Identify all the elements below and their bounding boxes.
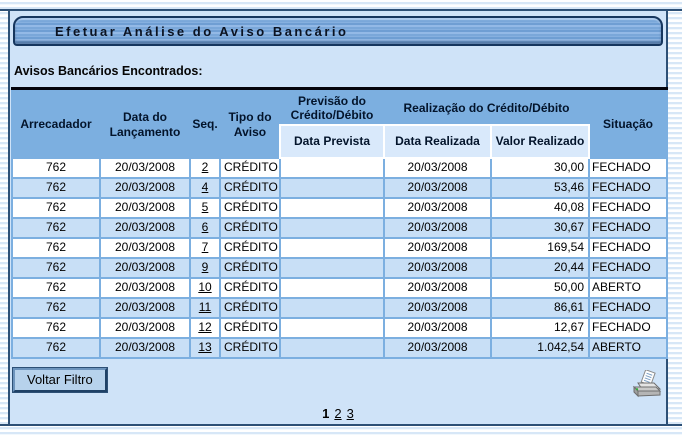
cell-data-lancamento: 20/03/2008 — [101, 299, 189, 317]
cell-seq — [191, 159, 219, 177]
cell-arrecadador: 762 — [13, 319, 99, 337]
cell-seq — [191, 179, 219, 197]
cell-data-prevista — [281, 339, 383, 357]
cell-arrecadador: 762 — [13, 339, 99, 357]
cell-data-realizada: 20/03/2008 — [385, 299, 490, 317]
cell-data-lancamento: 20/03/2008 — [101, 159, 189, 177]
cell-data-prevista — [281, 159, 383, 177]
cell-seq — [191, 339, 219, 357]
cell-tipo-aviso: CRÉDITO — [221, 339, 279, 357]
seq-link[interactable]: 11 — [198, 300, 212, 314]
cell-valor-realizado: 53,46 — [492, 179, 588, 197]
page-current: 1 — [322, 406, 330, 421]
cell-data-lancamento: 20/03/2008 — [101, 199, 189, 217]
page-link-2[interactable]: 2 — [334, 406, 342, 421]
col-header-data-lancamento: Data do Lançamento — [101, 92, 189, 157]
cell-seq — [191, 299, 219, 317]
section-heading: Avisos Bancários Encontrados: — [14, 64, 203, 78]
cell-situacao: FECHADO — [590, 219, 666, 237]
cell-tipo-aviso: CRÉDITO — [221, 159, 279, 177]
cell-data-prevista — [281, 279, 383, 297]
cell-situacao: FECHADO — [590, 159, 666, 177]
cell-valor-realizado: 169,54 — [492, 239, 588, 257]
cell-valor-realizado: 40,08 — [492, 199, 588, 217]
cell-data-realizada: 20/03/2008 — [385, 179, 490, 197]
cell-tipo-aviso: CRÉDITO — [221, 259, 279, 277]
cell-situacao: FECHADO — [590, 179, 666, 197]
group-header-previsao: Previsão do Crédito/Débito — [281, 92, 383, 124]
page-title-bar — [13, 16, 663, 46]
cell-valor-realizado: 12,67 — [492, 319, 588, 337]
cell-data-prevista — [281, 239, 383, 257]
cell-arrecadador: 762 — [13, 219, 99, 237]
group-header-realizacao: Realização do Crédito/Débito — [385, 92, 588, 124]
col-header-tipo-aviso: Tipo do Aviso — [221, 92, 279, 157]
cell-data-prevista — [281, 199, 383, 217]
cell-data-realizada: 20/03/2008 — [385, 339, 490, 357]
cell-data-lancamento: 20/03/2008 — [101, 219, 189, 237]
col-header-situacao: Situação — [590, 92, 666, 157]
seq-link[interactable]: 7 — [201, 240, 209, 254]
cell-data-lancamento: 20/03/2008 — [101, 319, 189, 337]
cell-arrecadador: 762 — [13, 279, 99, 297]
cell-data-realizada: 20/03/2008 — [385, 259, 490, 277]
cell-data-realizada: 20/03/2008 — [385, 319, 490, 337]
cell-data-lancamento: 20/03/2008 — [101, 339, 189, 357]
cell-valor-realizado: 30,67 — [492, 219, 588, 237]
seq-link[interactable]: 2 — [201, 160, 209, 174]
cell-arrecadador: 762 — [13, 239, 99, 257]
cell-data-realizada: 20/03/2008 — [385, 199, 490, 217]
cell-situacao: FECHADO — [590, 319, 666, 337]
seq-link[interactable]: 4 — [201, 180, 209, 194]
cell-seq — [191, 319, 219, 337]
pagination — [10, 406, 666, 421]
avisos-table — [11, 90, 668, 359]
cell-seq — [191, 199, 219, 217]
cell-situacao: FECHADO — [590, 199, 666, 217]
cell-seq — [191, 239, 219, 257]
cell-tipo-aviso: CRÉDITO — [221, 199, 279, 217]
cell-valor-realizado: 20,44 — [492, 259, 588, 277]
seq-link[interactable]: 10 — [198, 280, 212, 294]
cell-seq — [191, 259, 219, 277]
printer-icon[interactable] — [632, 370, 662, 404]
cell-data-lancamento: 20/03/2008 — [101, 239, 189, 257]
cell-data-prevista — [281, 319, 383, 337]
cell-data-realizada: 20/03/2008 — [385, 159, 490, 177]
cell-seq — [191, 279, 219, 297]
cell-tipo-aviso: CRÉDITO — [221, 279, 279, 297]
page-link-3[interactable]: 3 — [346, 406, 354, 421]
col-header-data-realizada: Data Realizada — [385, 126, 490, 157]
seq-link[interactable]: 12 — [198, 320, 212, 334]
cell-arrecadador: 762 — [13, 299, 99, 317]
seq-link[interactable]: 6 — [201, 220, 209, 234]
cell-arrecadador: 762 — [13, 199, 99, 217]
cell-data-realizada: 20/03/2008 — [385, 219, 490, 237]
col-header-data-prevista: Data Prevista — [281, 126, 383, 157]
cell-valor-realizado: 1.042,54 — [492, 339, 588, 357]
col-header-valor-realizado: Valor Realizado — [492, 126, 588, 157]
page-title: Efetuar Análise do Aviso Bancário — [55, 23, 349, 39]
cell-tipo-aviso: CRÉDITO — [221, 299, 279, 317]
cell-data-realizada: 20/03/2008 — [385, 239, 490, 257]
cell-valor-realizado: 30,00 — [492, 159, 588, 177]
col-header-arrecadador: Arrecadador — [13, 92, 99, 157]
cell-situacao: FECHADO — [590, 239, 666, 257]
seq-link[interactable]: 9 — [201, 260, 209, 274]
cell-tipo-aviso: CRÉDITO — [221, 319, 279, 337]
cell-valor-realizado: 86,61 — [492, 299, 588, 317]
cell-arrecadador: 762 — [13, 179, 99, 197]
voltar-filtro-button[interactable]: Voltar Filtro — [13, 368, 107, 392]
cell-data-lancamento: 20/03/2008 — [101, 179, 189, 197]
cell-situacao: FECHADO — [590, 259, 666, 277]
col-header-seq: Seq. — [191, 92, 219, 157]
footer-row — [13, 368, 662, 404]
cell-valor-realizado: 50,00 — [492, 279, 588, 297]
panel — [8, 9, 668, 426]
cell-data-lancamento: 20/03/2008 — [101, 279, 189, 297]
cell-data-prevista — [281, 219, 383, 237]
cell-seq — [191, 219, 219, 237]
cell-arrecadador: 762 — [13, 259, 99, 277]
seq-link[interactable]: 13 — [198, 340, 212, 354]
cell-tipo-aviso: CRÉDITO — [221, 239, 279, 257]
cell-situacao: FECHADO — [590, 299, 666, 317]
cell-tipo-aviso: CRÉDITO — [221, 179, 279, 197]
cell-arrecadador: 762 — [13, 159, 99, 177]
seq-link[interactable]: 5 — [201, 200, 209, 214]
cell-data-realizada: 20/03/2008 — [385, 279, 490, 297]
cell-data-prevista — [281, 299, 383, 317]
cell-situacao: ABERTO — [590, 339, 666, 357]
cell-data-prevista — [281, 179, 383, 197]
cell-data-prevista — [281, 259, 383, 277]
cell-tipo-aviso: CRÉDITO — [221, 219, 279, 237]
cell-data-lancamento: 20/03/2008 — [101, 259, 189, 277]
cell-situacao: ABERTO — [590, 279, 666, 297]
